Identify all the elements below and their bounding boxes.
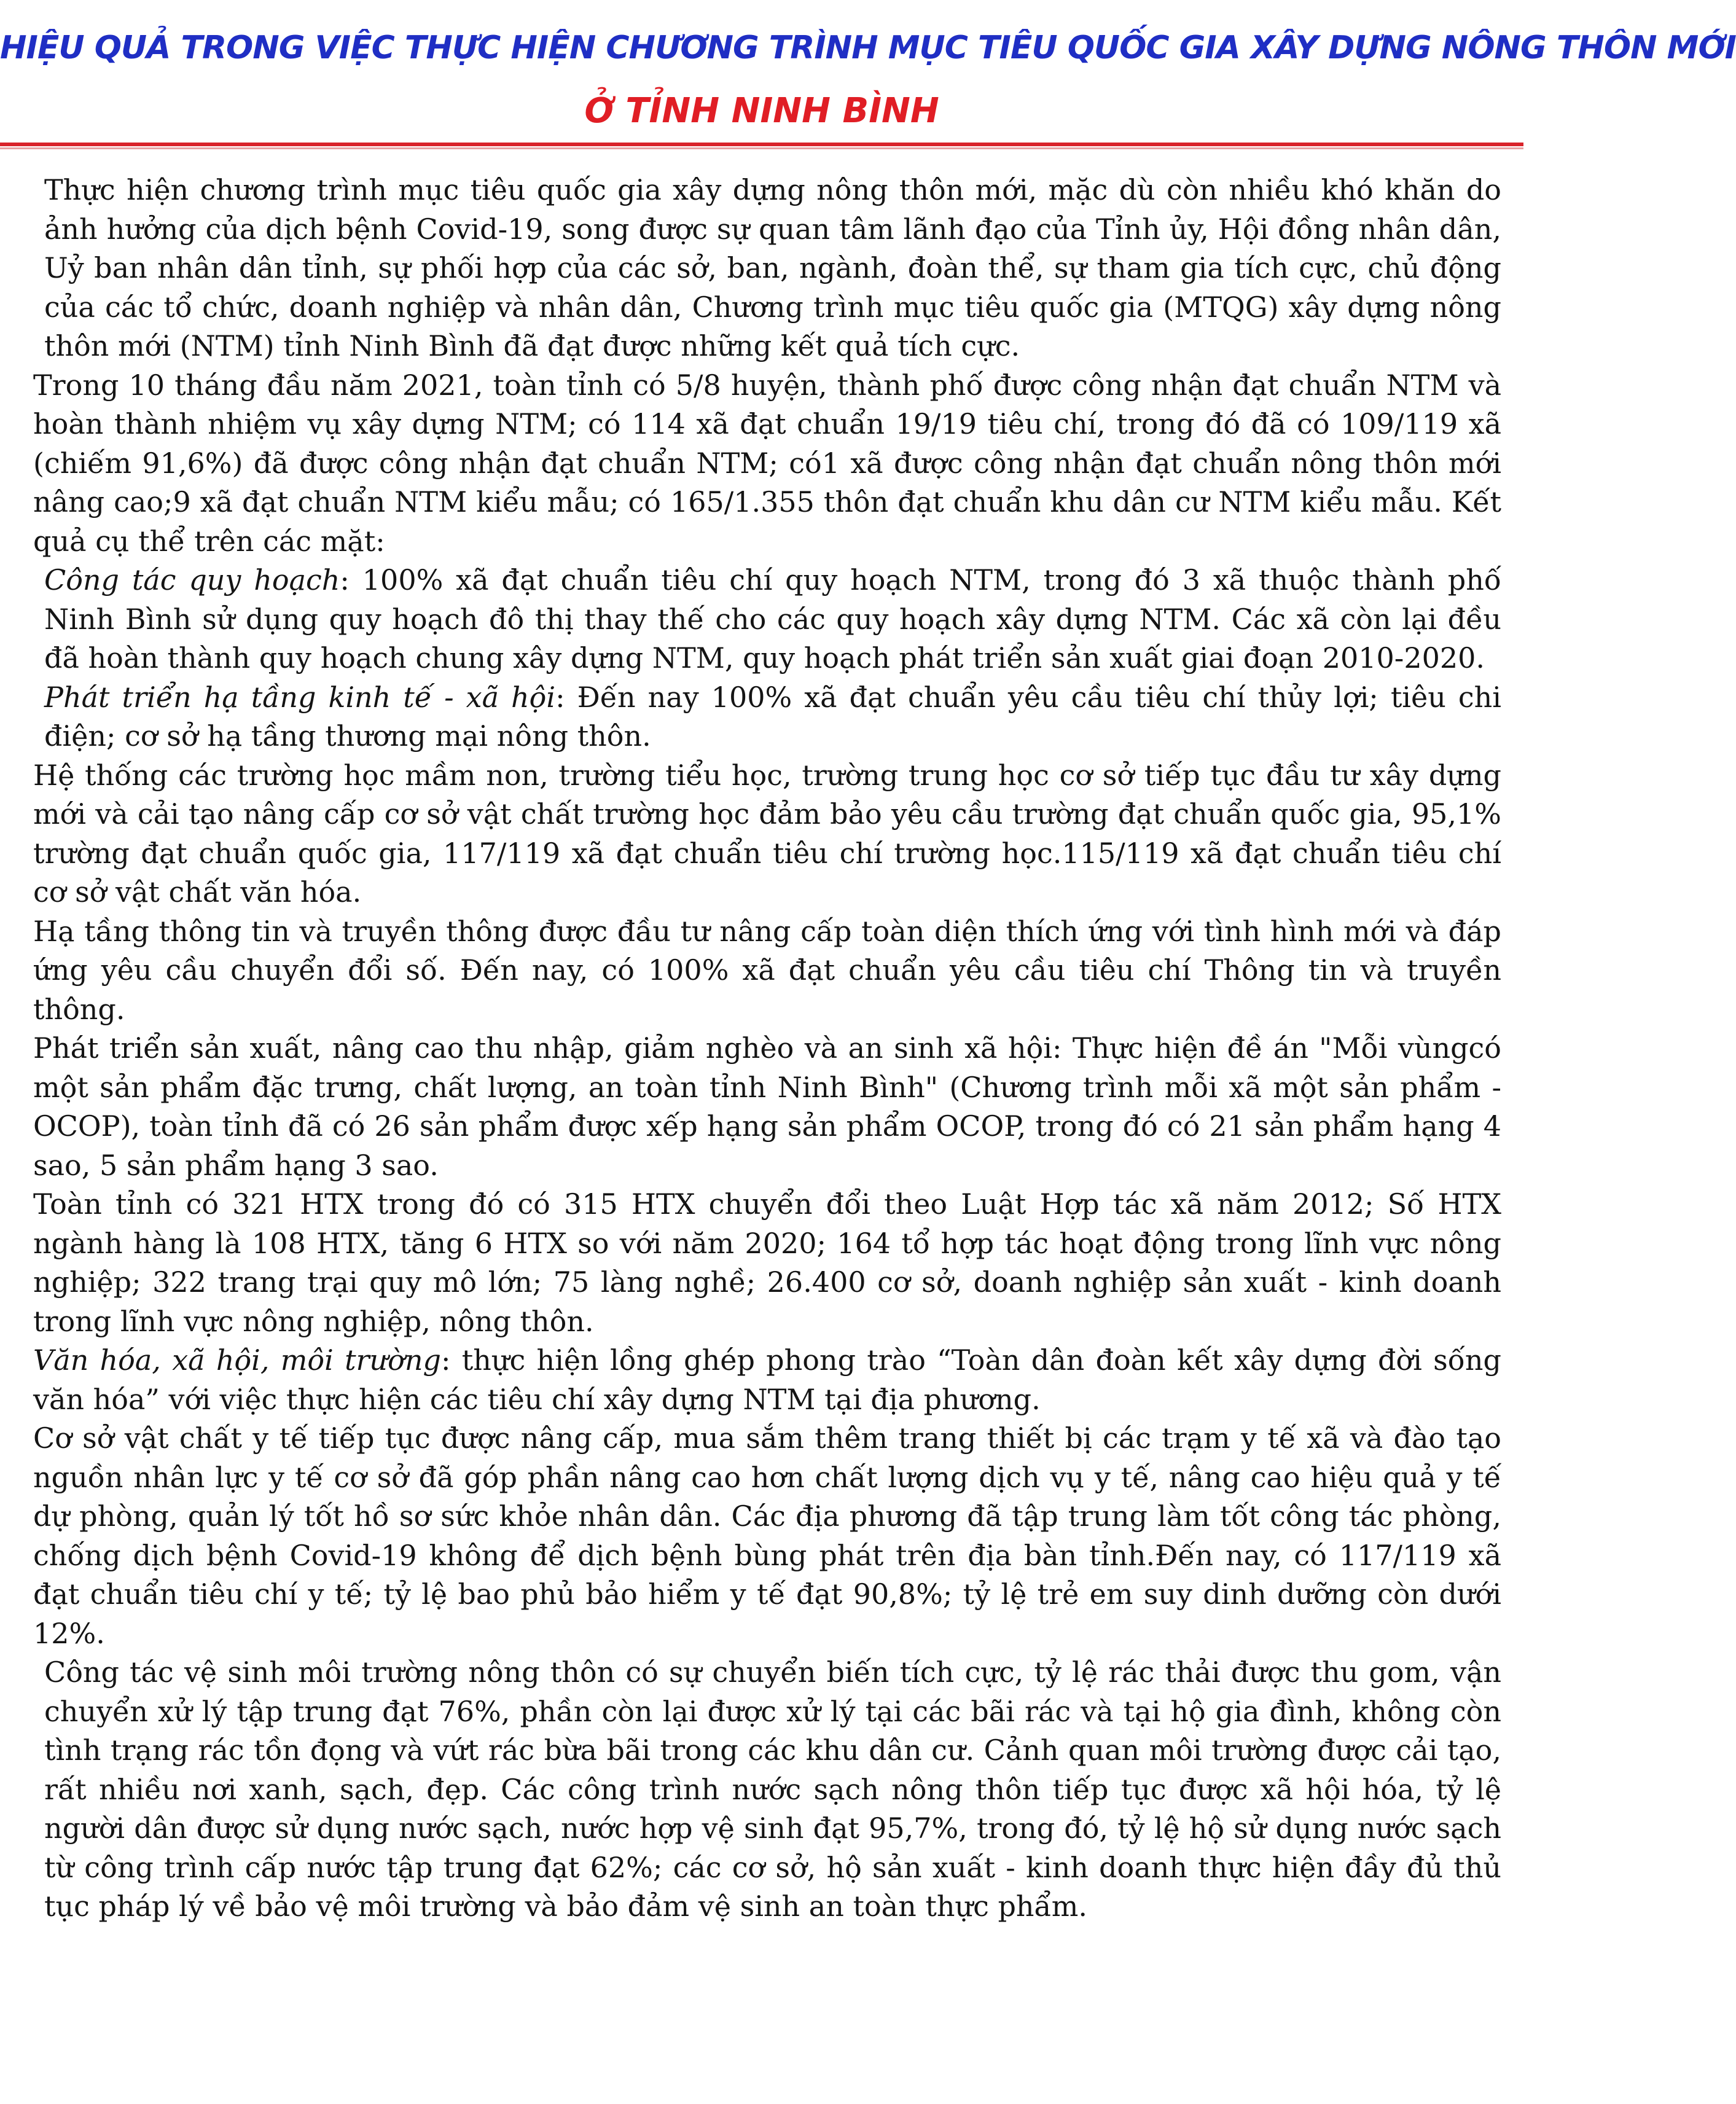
title-divider-shadow (0, 147, 1523, 149)
paragraph-schools (33, 756, 1501, 912)
paragraph-text: Toàn tỉnh có 321 HTX trong đó có 315 HTX chuyển đổi theo Luật Hợp tác xã năm 2012; Số HTX ngành hàng là 108 HTX, tăng 6 HTX so với năm 2020; 164 tổ hợp tác hoạt động trong lĩnh vực nông nghiệp; 322 trang trại quy mô lớn; 75 làng nghề; 26.400 cơ sở, doanh nghiệp sản xuất - kinh doanh trong lĩnh vực nông nghiệp, nông thôn. (33, 1187, 1501, 1338)
paragraph-text: : Đến nay 100% xã đạt chuẩn yêu cầu tiêu chí thủy lợi; tiêu chi điện; cơ sở hạ tầng thương mại nông thôn. (44, 680, 1501, 753)
paragraph-results (33, 366, 1501, 561)
article-header (0, 0, 1736, 141)
paragraph-text: Công tác vệ sinh môi trường nông thôn có sự chuyển biến tích cực, tỷ lệ rác thải được thu gom, vận chuyển xử lý tập trung đạt 76%, phần còn lại được xử lý tại các bãi rác và tại hộ gia đình, không còn tình trạng rác tồn đọng và vứt rác bừa bãi trong các khu dân cư. Cảnh quan môi trường được cải tạo, rất nhiều nơi xanh, sạch, đẹp. Các công trình nước sạch nông thôn tiếp tục được xã hội hóa, tỷ lệ người dân được sử dụng nước sạch, nước hợp vệ sinh đạt 95,7%, trong đó, tỷ lệ hộ sử dụng nước sạch từ công trình cấp nước tập trung đạt 62%; các cơ sở, hộ sản xuất - kinh doanh thực hiện đầy đủ thủ tục pháp lý về bảo vệ môi trường và bảo đảm vệ sinh an toàn thực phẩm. (44, 1656, 1501, 1923)
paragraph-text: Thực hiện chương trình mục tiêu quốc gia xây dựng nông thôn mới, mặc dù còn nhiều khó khăn do ảnh hưởng của dịch bệnh Covid-19, song được sự quan tâm lãnh đạo của Tỉnh ủy, Hội đồng nhân dân, Uỷ ban nhân dân tỉnh, sự phối hợp của các sở, ban, ngành, đoàn thể, sự tham gia tích cực, chủ động của các tổ chức, doanh nghiệp và nhân dân, Chương trình mục tiêu quốc gia (MTQG) xây dựng nông thôn mới (NTM) tỉnh Ninh Bình đã đạt được những kết quả tích cực. (44, 173, 1501, 362)
paragraph-text: Hạ tầng thông tin và truyền thông được đầu tư nâng cấp toàn diện thích ứng với tình hình mới và đáp ứng yêu cầu chuyển đổi số. Đến nay, có 100% xã đạt chuẩn yêu cầu tiêu chí Thông tin và truyền thông. (33, 914, 1501, 1026)
paragraph-infrastructure (33, 678, 1501, 756)
title-divider (0, 143, 1523, 146)
paragraph-intro (33, 171, 1501, 366)
paragraph-text: Cơ sở vật chất y tế tiếp tục được nâng cấp, mua sắm thêm trang thiết bị các trạm y tế xã và đào tạo nguồn nhân lực y tế cơ sở đã góp phần nâng cao hơn chất lượng dịch vụ y tế, nâng cao hiệu quả y tế dự phòng, quản lý tốt hồ sơ sức khỏe nhân dân. Các địa phương đã tập trung làm tốt công tác phòng, chống dịch bệnh Covid-19 không để dịch bệnh bùng phát trên địa bàn tỉnh.Đến nay, có 117/119 xã đạt chuẩn tiêu chí y tế; tỷ lệ bao phủ bảo hiểm y tế đạt 90,8%; tỷ lệ trẻ em suy dinh dưỡng còn dưới 12%. (33, 1422, 1501, 1650)
paragraph-text: Phát triển sản xuất, nâng cao thu nhập, giảm nghèo và an sinh xã hội: Thực hiện đề án "Mỗi vùngcó một sản phẩm đặc trưng, chất lượng, an toàn tỉnh Ninh Bình" (Chương trình mỗi xã một sản phẩm - OCOP), toàn tỉnh đã có 26 sản phẩm được xếp hạng sản phẩm OCOP, trong đó có 21 sản phẩm hạng 4 sao, 5 sản phẩm hạng 3 sao. (33, 1031, 1501, 1182)
paragraph-lead: Văn hóa, xã hội, môi trường (33, 1343, 441, 1377)
paragraph-text: : thực hiện lồng ghép phong trào “Toàn dân đoàn kết xây dựng đời sống văn hóa” với việc thực hiện các tiêu chí xây dựng NTM tại địa phương. (33, 1343, 1501, 1416)
paragraph-lead: Công tác quy hoạch (44, 563, 340, 596)
paragraph-text: Hệ thống các trường học mầm non, trường tiểu học, trường trung học cơ sở tiếp tục đầu tư xây dựng mới và cải tạo nâng cấp cơ sở vật chất trường học đảm bảo yêu cầu trường đạt chuẩn quốc gia, 95,1% trường đạt chuẩn quốc gia, 117/119 xã đạt chuẩn tiêu chí trường học.115/119 xã đạt chuẩn tiêu chí cơ sở vật chất văn hóa. (33, 758, 1501, 909)
paragraph-environment (33, 1653, 1501, 1926)
paragraph-production (33, 1029, 1501, 1185)
paragraph-cooperatives (33, 1185, 1501, 1341)
paragraph-culture (33, 1341, 1501, 1419)
article-title: HIỆU QUẢ TRONG VIỆC THỰC HIỆN CHƯƠNG TRÌNH MỤC TIÊU QUỐC GIA XÂY DỰNG NÔNG THÔN MỚI (0, 29, 1736, 66)
article-subtitle: Ở TỈNH NINH BÌNH (584, 91, 939, 131)
paragraph-lead: Phát triển hạ tầng kinh tế - xã hội (44, 680, 556, 714)
article-body (33, 171, 1501, 1926)
paragraph-communications (33, 912, 1501, 1030)
paragraph-text: : 100% xã đạt chuẩn tiêu chí quy hoạch NTM, trong đó 3 xã thuộc thành phố Ninh Bình sử dụng quy hoạch đô thị thay thế cho các quy hoạch xây dựng NTM. Các xã còn lại đều đã hoàn thành quy hoạch chung xây dựng NTM, quy hoạch phát triển sản xuất giai đoạn 2010-2020. (44, 563, 1501, 675)
paragraph-planning (33, 561, 1501, 678)
paragraph-text: Trong 10 tháng đầu năm 2021, toàn tỉnh có 5/8 huyện, thành phố được công nhận đạt chuẩn NTM và hoàn thành nhiệm vụ xây dựng NTM; có 114 xã đạt chuẩn 19/19 tiêu chí, trong đó đã có 109/119 xã (chiếm 91,6%) đã được công nhận đạt chuẩn NTM; có1 xã được công nhận đạt chuẩn nông thôn mới nâng cao;9 xã đạt chuẩn NTM kiểu mẫu; có 165/1.355 thôn đạt chuẩn khu dân cư NTM kiểu mẫu. Kết quả cụ thể trên các mặt: (33, 368, 1501, 558)
paragraph-health (33, 1419, 1501, 1653)
